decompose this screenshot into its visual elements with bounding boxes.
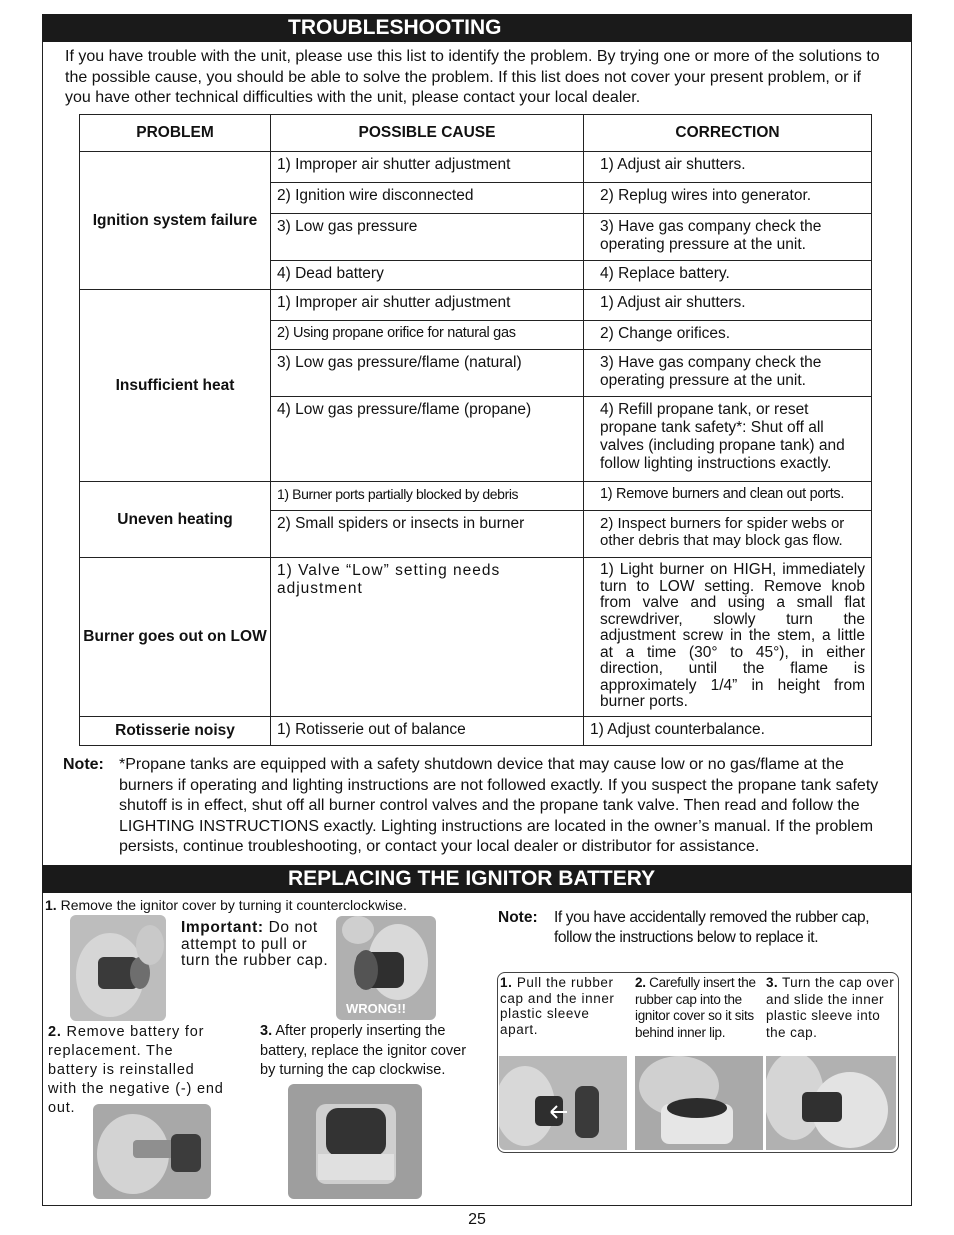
table-row: [80, 558, 872, 717]
correction-cell: 3) Have gas company check the operating pressure at the unit.: [584, 350, 872, 397]
correction-cell: 4) Refill propane tank, or reset propane tank safety*: Shut off all valves (including propane tank) and follow lighting instructions exactly.: [584, 397, 872, 482]
ignitor-cover-photo: [70, 915, 166, 1021]
important-text: Do not attempt to pull or turn the rubber cap.: [181, 919, 329, 969]
table-header-row: [80, 115, 872, 152]
correction-cell: 1) Remove burners and clean out ports.: [584, 482, 872, 511]
battery-title: REPLACING THE IGNITOR BATTERY: [42, 865, 912, 893]
header-correction: CORRECTION: [584, 115, 872, 152]
troubleshooting-title: TROUBLESHOOTING: [42, 14, 912, 42]
wrong-rubber-cap-photo: [336, 916, 436, 1020]
cause-cell: 3) Low gas pressure/flame (natural): [271, 350, 584, 397]
problem-cell: Insufficient heat: [80, 290, 271, 482]
slide-sleeve-photo: [766, 1056, 896, 1150]
insert-cap-photo: [635, 1056, 763, 1150]
page-number: 25: [468, 1211, 486, 1228]
step-number: 2.: [635, 975, 646, 990]
problem-cell: Burner goes out on LOW: [80, 558, 271, 717]
step-text: Remove battery for replacement. The battery is reinstalled with the negative (-) end out.: [48, 1024, 224, 1116]
cause-cell: 1) Burner ports partially blocked by debris: [271, 482, 584, 511]
cause-cell: 3) Low gas pressure: [271, 214, 584, 261]
step-number: 3.: [766, 975, 779, 990]
note-text: If you have accidentally removed the rubber cap, follow the instructions below to replace it.: [554, 909, 870, 946]
rubber-cap-note: [498, 908, 898, 948]
cause-cell: 1) Valve “Low” setting needs adjustment: [271, 558, 584, 717]
cause-cell: 2) Ignition wire disconnected: [271, 183, 584, 214]
cause-cell: 1) Rotisserie out of balance: [271, 717, 584, 746]
propane-note: [63, 755, 893, 858]
step-number: 1.: [500, 975, 513, 990]
step-number: 3.: [260, 1023, 273, 1039]
cap-step-3: [766, 975, 896, 1041]
table-row: [80, 290, 872, 321]
step-text: Turn the cap over and slide the inner plastic sleeve into the cap.: [766, 975, 895, 1040]
table-row: [80, 717, 872, 746]
step-text: Pull the rubber cap and the inner plastic sleeve apart.: [500, 975, 615, 1037]
step-text: Carefully insert the rubber cap into the ignitor cover so it sits behind inner lip.: [635, 975, 756, 1040]
battery-step-1: [45, 896, 465, 914]
correction-cell: 1) Adjust counterbalance.: [584, 717, 872, 746]
correction-cell: 2) Replug wires into generator.: [584, 183, 872, 214]
remove-battery-photo: [93, 1104, 211, 1199]
correction-cell: 1) Adjust air shutters.: [584, 290, 872, 321]
wrong-label: WRONG!!: [346, 1001, 406, 1016]
troubleshooting-table: [79, 114, 872, 746]
cap-step-1: [500, 975, 628, 1037]
problem-cell: Rotisserie noisy: [80, 717, 271, 746]
cause-cell: 1) Improper air shutter adjustment: [271, 290, 584, 321]
problem-cell: Ignition system failure: [80, 152, 271, 290]
cause-cell: 1) Improper air shutter adjustment: [271, 152, 584, 183]
pull-cap-photo: [499, 1056, 627, 1150]
correction-cell: 2) Inspect burners for spider webs or other debris that may block gas flow.: [584, 511, 872, 558]
correction-cell: 3) Have gas company check the operating pressure at the unit.: [584, 214, 872, 261]
step-text: Remove the ignitor cover by turning it counterclockwise.: [60, 897, 407, 913]
note-text: *Propane tanks are equipped with a safety shutdown device that may cause low or no gas/flame at the burners if operating and lighting instructions are not followed exactly. If you suspect the propane tank safety shutoff is in effect, shut off all burner control valves and the propane tank valve. Then read and follow the LIGHTING INSTRUCTIONS exactly. Lighting instructions are located in the owner’s manual. If the problem persists, continue troubleshooting, or contact your local dealer or distributor for assistance.: [119, 756, 879, 855]
important-note: [181, 920, 331, 970]
correction-cell: 1) Light burner on HIGH, immediately turn to LOW setting. Remove knob from valve and using a small flat screwdriver, slowly turn the adjustment screw in the stem, a little at a time (30° to 45°), in either direction, until the flame is approximately 1/4” in height from burner ports.: [584, 558, 872, 717]
replace-cover-photo: [288, 1084, 422, 1199]
table-row: [80, 152, 872, 183]
troubleshooting-intro: If you have trouble with the unit, please use this list to identify the problem. By trying one or more of the solutions to the possible cause, you should be able to solve the problem. If this list does not cover your present problem, or if you have other technical difficulties with the unit, please contact your local dealer.: [65, 48, 880, 106]
cause-cell: 4) Low gas pressure/flame (propane): [271, 397, 584, 482]
header-possible-cause: POSSIBLE CAUSE: [271, 115, 584, 152]
step-number: 2.: [48, 1024, 62, 1040]
battery-step-3: [260, 1022, 478, 1081]
note-label: Note:: [498, 909, 538, 926]
cap-step-2: [635, 975, 763, 1041]
header-problem: PROBLEM: [80, 115, 271, 152]
correction-cell: 2) Change orifices.: [584, 321, 872, 350]
correction-cell: 1) Adjust air shutters.: [584, 152, 872, 183]
correction-cell: 4) Replace battery.: [584, 261, 872, 290]
problem-cell: Uneven heating: [80, 482, 271, 558]
step-number: 1.: [45, 897, 57, 913]
cause-cell: 4) Dead battery: [271, 261, 584, 290]
note-label: Note:: [63, 756, 104, 773]
step-text: After properly inserting the battery, replace the ignitor cover by turning the cap clockwise.: [260, 1023, 467, 1078]
important-label: Important:: [181, 919, 264, 936]
cause-cell: 2) Small spiders or insects in burner: [271, 511, 584, 558]
cause-cell: 2) Using propane orifice for natural gas: [271, 321, 584, 350]
table-row: [80, 482, 872, 511]
